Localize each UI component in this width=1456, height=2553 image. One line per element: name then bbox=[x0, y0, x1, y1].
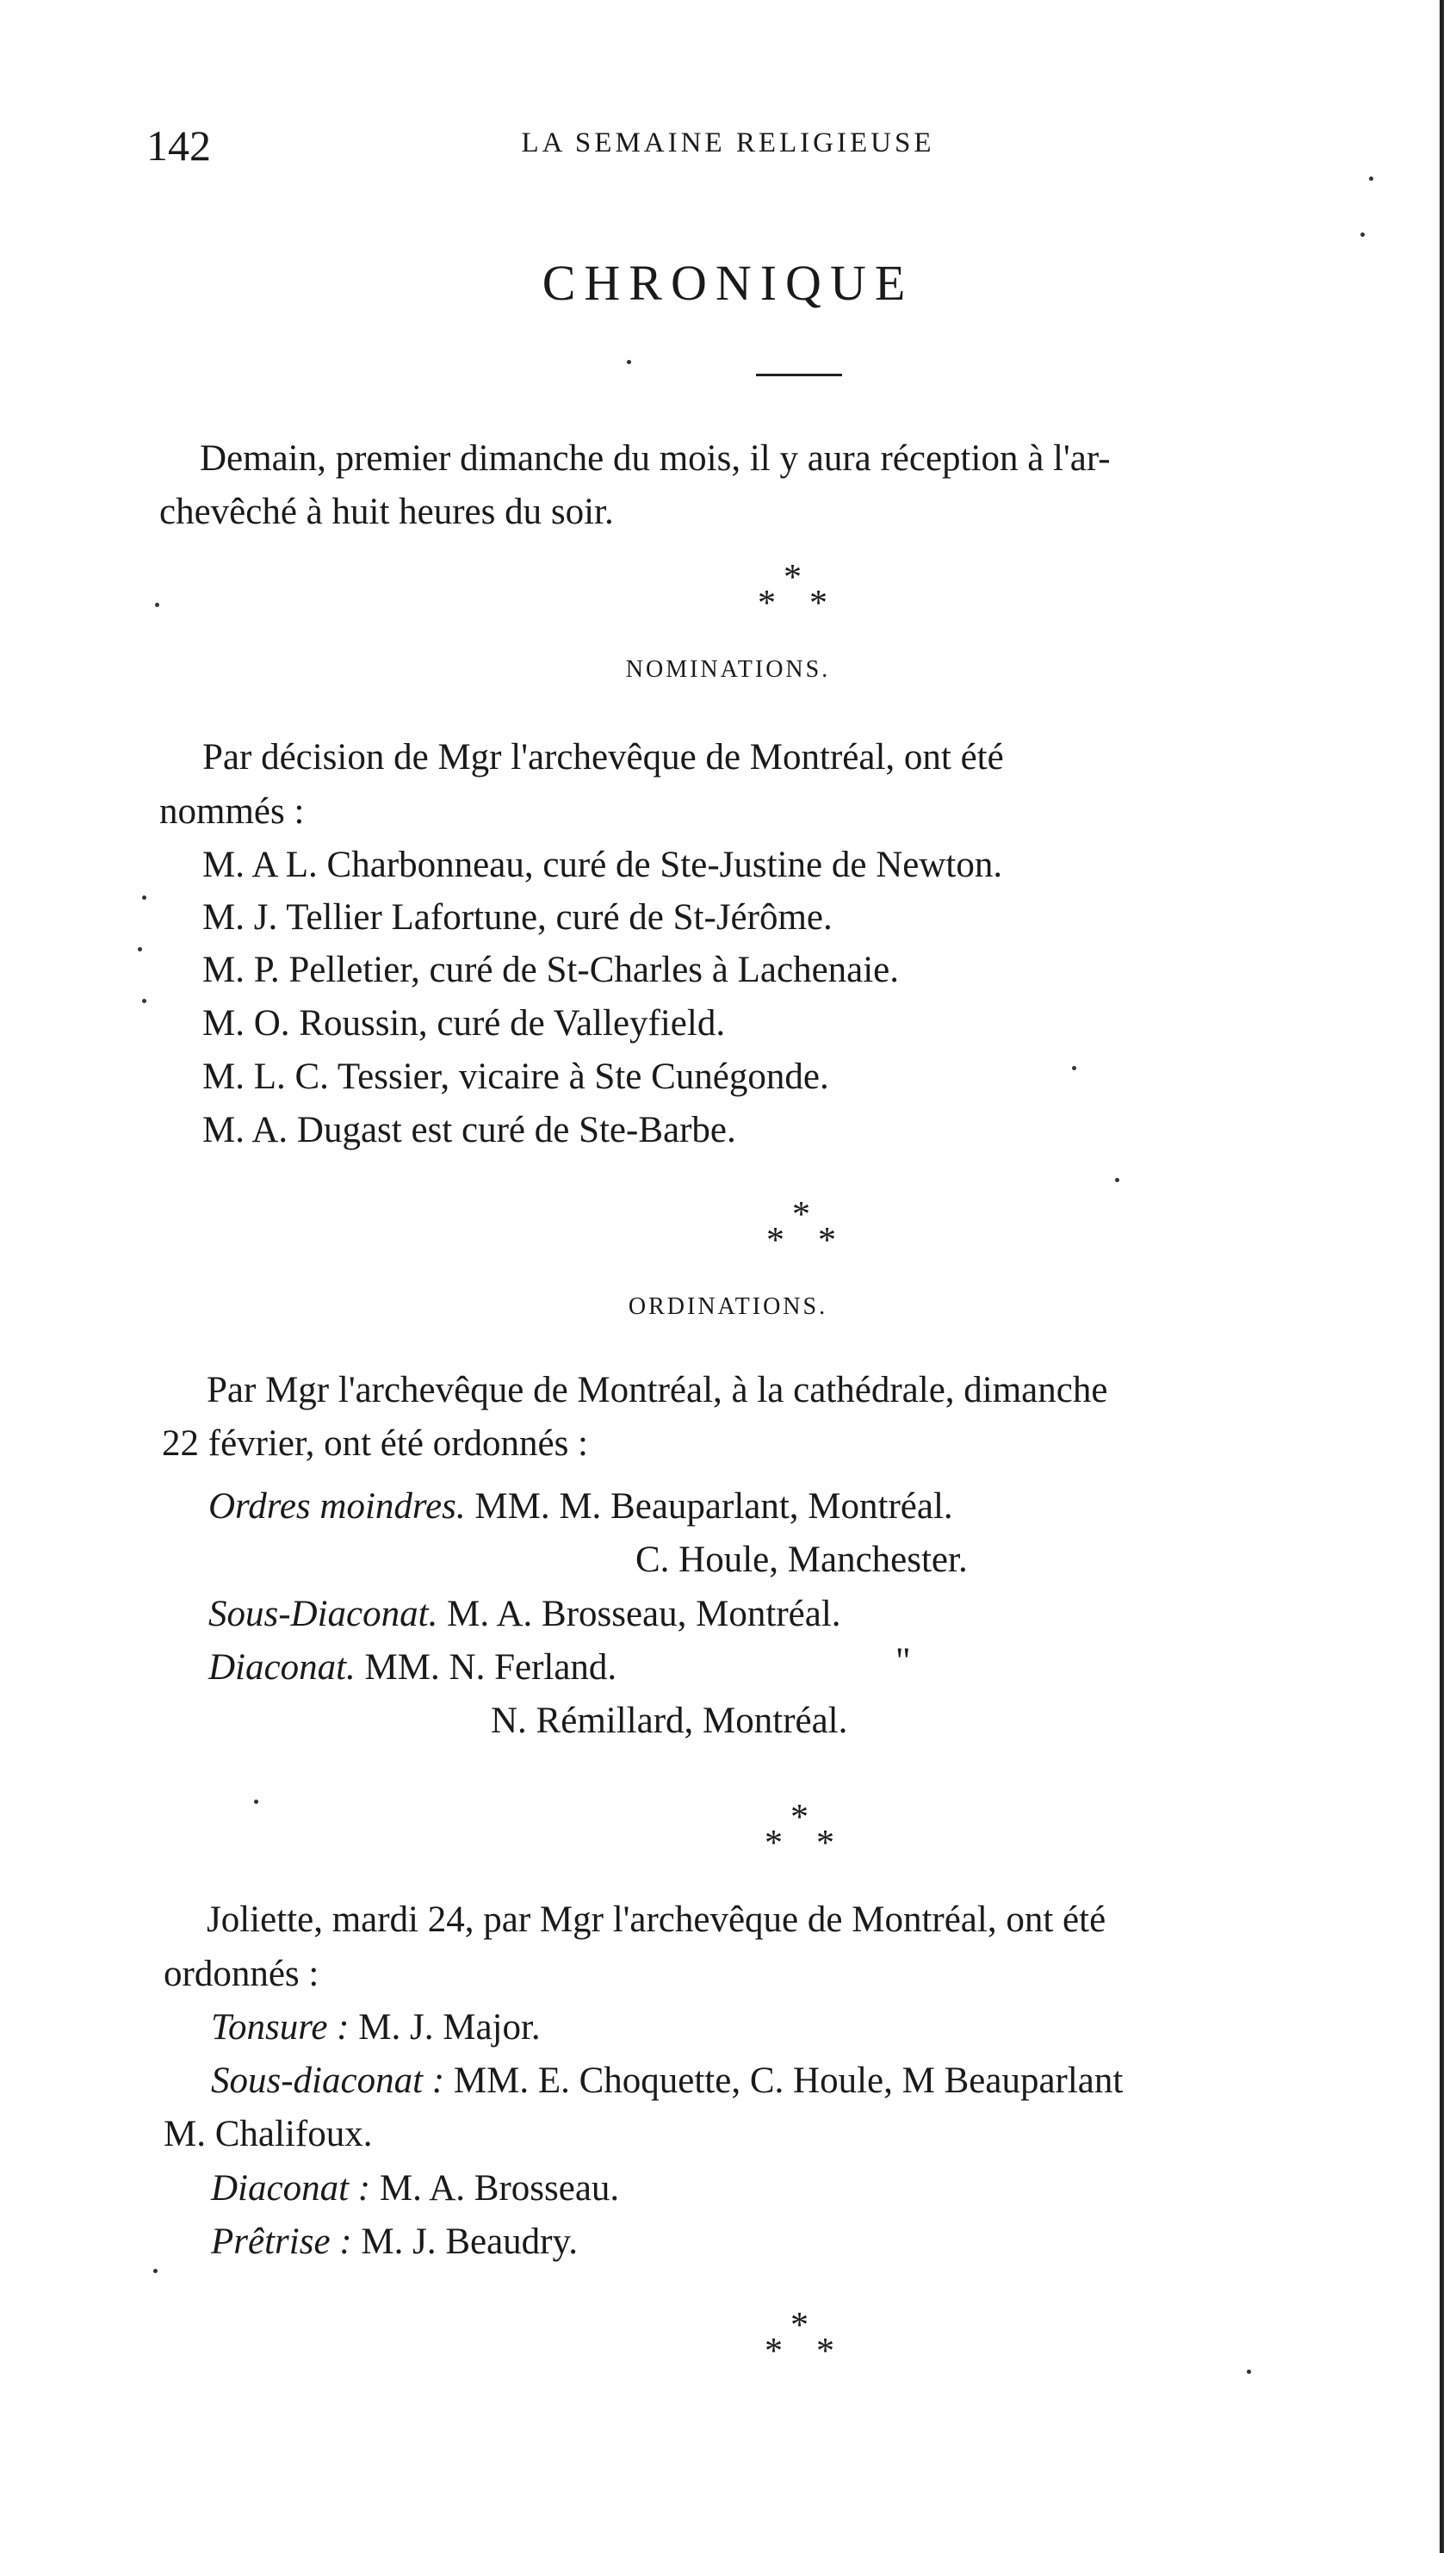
nominations-heading: NOMINATIONS. bbox=[625, 656, 831, 683]
ordinations-intro-line-1: Par Mgr l'archevêque de Montréal, à la cathédrale, dimanche bbox=[207, 1370, 1108, 1410]
nominations-intro-line-1: Par décision de Mgr l'archevêque de Montréal, ont été bbox=[202, 737, 1004, 778]
print-speck bbox=[1072, 1066, 1076, 1070]
sous-diaconat-joliette-line bbox=[211, 2060, 1123, 2102]
section-title: CHRONIQUE bbox=[542, 255, 914, 311]
intro-line-2: chevêché à huit heures du soir. bbox=[159, 492, 614, 532]
diaconat-text: MM. N. Ferland. bbox=[355, 1647, 617, 1688]
pretrise-line bbox=[211, 2221, 578, 2263]
sous-diaconat-line bbox=[208, 1593, 841, 1635]
sous-diaconat-joliette-label: Sous-diaconat : bbox=[211, 2060, 445, 2101]
sous-diaconat-joliette-line-2: M. Chalifoux. bbox=[164, 2114, 373, 2154]
print-speck bbox=[142, 999, 146, 1003]
print-speck bbox=[1369, 177, 1373, 181]
pretrise-text: M. J. Beaudry. bbox=[351, 2221, 578, 2262]
print-speck bbox=[153, 2269, 158, 2273]
asterism-3: * * * bbox=[765, 1798, 834, 1863]
ordinations-intro-line-2: 22 février, ont été ordonnés : bbox=[162, 1423, 589, 1464]
diaconat-line-2: N. Rémillard, Montréal. bbox=[491, 1701, 848, 1741]
asterism-2: * * * bbox=[766, 1195, 836, 1261]
nomination-item: M. J. Tellier Lafortune, curé de St-Jérôme. bbox=[202, 897, 833, 938]
print-speck bbox=[1115, 1178, 1119, 1182]
asterism-1: * * * bbox=[758, 558, 827, 623]
diaconat-joliette-line bbox=[211, 2167, 619, 2209]
ordres-moindres-label: Ordres moindres. bbox=[208, 1486, 466, 1527]
tonsure-line bbox=[211, 2006, 541, 2048]
print-speck bbox=[254, 1800, 258, 1804]
ordres-moindres-line-2: C. Houle, Manchester. bbox=[635, 1540, 968, 1580]
pretrise-label: Prêtrise : bbox=[211, 2221, 352, 2262]
nomination-item: M. A L. Charbonneau, curé de Ste-Justine de Newton. bbox=[202, 845, 1003, 885]
diaconat-label: Diaconat. bbox=[208, 1647, 356, 1688]
nomination-item: M. O. Roussin, curé de Valleyfield. bbox=[202, 1003, 726, 1044]
nomination-item: M. P. Pelletier, curé de St-Charles à Lachenaie. bbox=[202, 950, 900, 990]
diaconat-joliette-label: Diaconat : bbox=[211, 2168, 371, 2209]
sous-diaconat-joliette-text: MM. E. Choquette, C. Houle, M Beauparlant bbox=[444, 2060, 1124, 2101]
diaconat-line bbox=[208, 1646, 616, 1689]
title-rule bbox=[756, 374, 842, 376]
print-speck bbox=[1247, 2370, 1251, 2374]
asterism-4: * * * bbox=[765, 2306, 834, 2371]
ordres-moindres-line bbox=[208, 1485, 953, 1527]
print-speck bbox=[627, 360, 631, 364]
ditto-mark: " bbox=[895, 1641, 911, 1682]
nomination-item: M. L. C. Tessier, vicaire à Ste Cunégonde. bbox=[202, 1057, 829, 1097]
diaconat-joliette-text: M. A. Brosseau. bbox=[370, 2168, 620, 2209]
joliette-intro-line-1: Joliette, mardi 24, par Mgr l'archevêque de Montréal, ont été bbox=[207, 1899, 1106, 1940]
sous-diaconat-label: Sous-Diaconat. bbox=[208, 1594, 438, 1634]
tonsure-text: M. J. Major. bbox=[349, 2007, 541, 2048]
ordres-moindres-text: MM. M. Beauparlant, Montréal. bbox=[465, 1486, 953, 1527]
joliette-intro-line-2: ordonnés : bbox=[164, 1954, 319, 1994]
nominations-intro-line-2: nommés : bbox=[159, 791, 305, 832]
running-title: LA SEMAINE RELIGIEUSE bbox=[521, 127, 935, 158]
intro-line-1: Demain, premier dimanche du mois, il y aura réception à l'ar- bbox=[200, 438, 1111, 479]
print-speck bbox=[142, 895, 146, 900]
print-speck bbox=[138, 947, 142, 951]
tonsure-label: Tonsure : bbox=[211, 2007, 350, 2048]
sous-diaconat-text: M. A. Brosseau, Montréal. bbox=[437, 1594, 841, 1634]
print-speck bbox=[155, 603, 159, 607]
page-edge-rule bbox=[1440, 0, 1444, 2553]
print-speck bbox=[1360, 232, 1365, 237]
nomination-item: M. A. Dugast est curé de Ste-Barbe. bbox=[202, 1110, 736, 1150]
page-number: 142 bbox=[146, 121, 211, 170]
ordinations-heading: ORDINATIONS. bbox=[628, 1293, 828, 1320]
